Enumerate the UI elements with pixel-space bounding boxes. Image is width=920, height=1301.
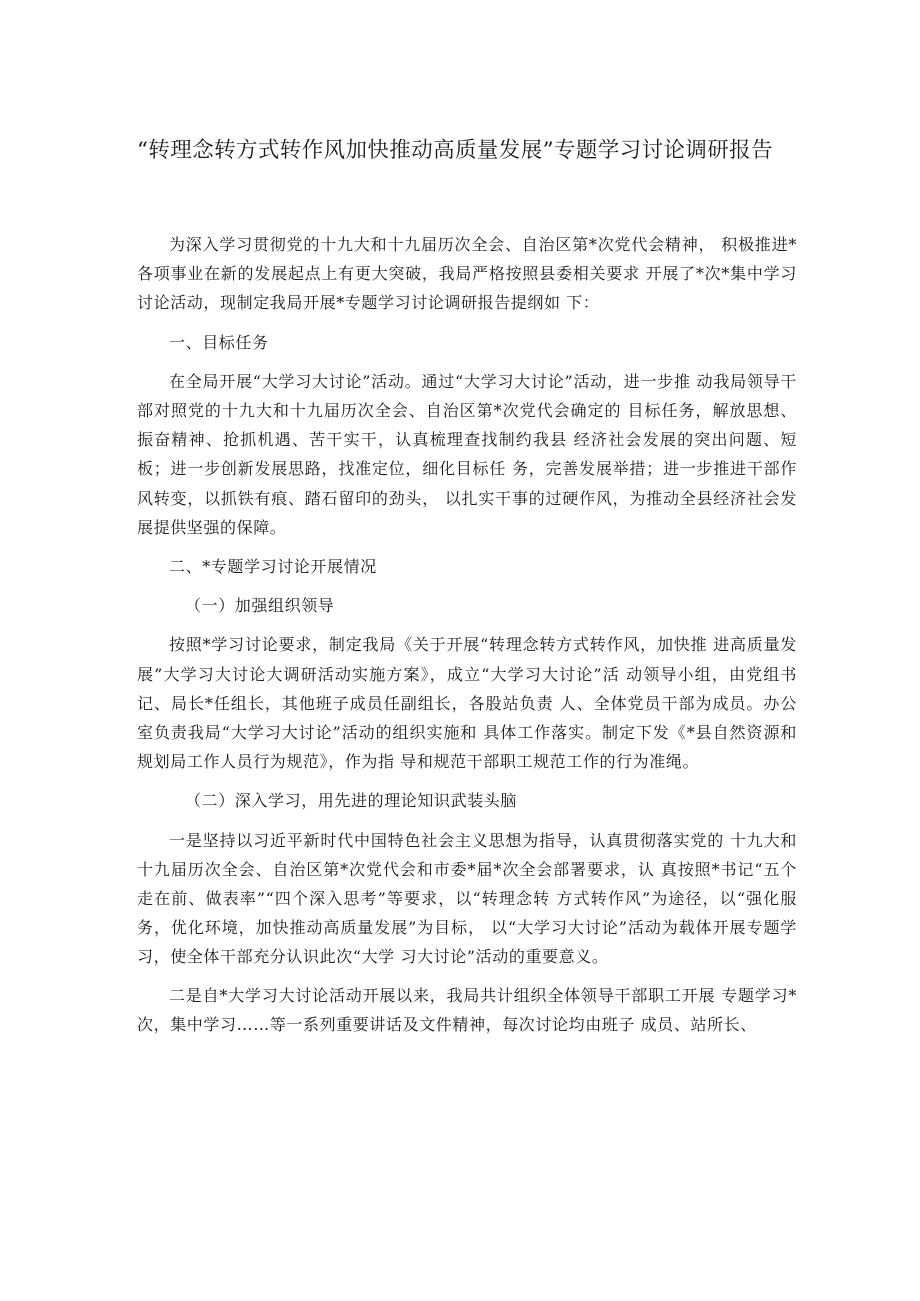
subsection-heading-study: （二）深入学习，用先进的理论知识武装头脑: [185, 791, 518, 811]
organization-paragraph: 按照*学习讨论要求，制定我局《关于开展“转理念转方式转作风，加快推 进高质量发展”大学习大讨论大调研活动实施方案》，成立“大学习大讨论”活 动领导小组，由党组书记、局长*任组长，其他班子成员任副组长，各股站负责 人、全体党员干部为成员。办公室负责我局“大学习大讨论”活动的组织实施和 具体工作落实。制定下发《*县自然资源和规划局工作人员行为规范》，作为指 导和规范干部职工规范工作的行为准绳。: [137, 635, 797, 772]
subsection-heading-organization: （一）加强组织领导: [185, 596, 335, 616]
document-title: “转理念转方式转作风加快推动高质量发展”专题学习讨论调研报告: [137, 138, 773, 163]
goals-paragraph: 在全局开展“大学习大讨论”活动。通过“大学习大讨论”活动，进一步推 动我局领导干部对照党的十九大和十九届历次全会、自治区第*次党代会确定的 目标任务，解放思想、振奋精神、抢抓机遇、苦干实干，认真梳理查找制约我县 经济社会发展的突出问题、短板；进一步创新发展思路，找准定位，细化目标任 务，完善发展举措；进一步推进干部作风转变，以抓铁有痕、踏石留印的劲头， 以扎实干事的过硬作风，为推动全县经济社会发展提供坚强的保障。: [137, 371, 797, 537]
document-body: [137, 230, 797, 1048]
study-paragraph-1: 一是坚持以习近平新时代中国特色社会主义思想为指导，认真贯彻落实党的 十九大和十九届历次全会、自治区第*次党代会和市委*届*次全会部署要求，认 真按照*书记“五个走在前、做表率”“四个深入思考”等要求，以“转理念转 方式转作风”为途径，以“强化服务，优化环境，加快推动高质量发展”为目标， 以“大学习大讨论”活动为载体开展专题学习，使全体干部充分认识此次“大学 习大讨论”活动的重要意义。: [137, 830, 797, 967]
section-heading-progress: 二、*专题学习讨论开展情况: [169, 557, 377, 577]
section-heading-goals: 一、目标任务: [169, 332, 269, 352]
intro-paragraph: 为深入学习贯彻党的十九大和十九届历次全会、自治区第*次党代会精神， 积极推进*各项事业在新的发展起点上有更大突破，我局严格按照县委相关要求 开展了*次*集中学习讨论活动，现制定我局开展*专题学习讨论调研报告提纲如 下：: [137, 235, 797, 313]
study-paragraph-2: 二是自*大学习大讨论活动开展以来，我局共计组织全体领导干部职工开展 专题学习*次，集中学习……等一系列重要讲话及文件精神，每次讨论均由班子 成员、站所长、: [137, 985, 797, 1034]
